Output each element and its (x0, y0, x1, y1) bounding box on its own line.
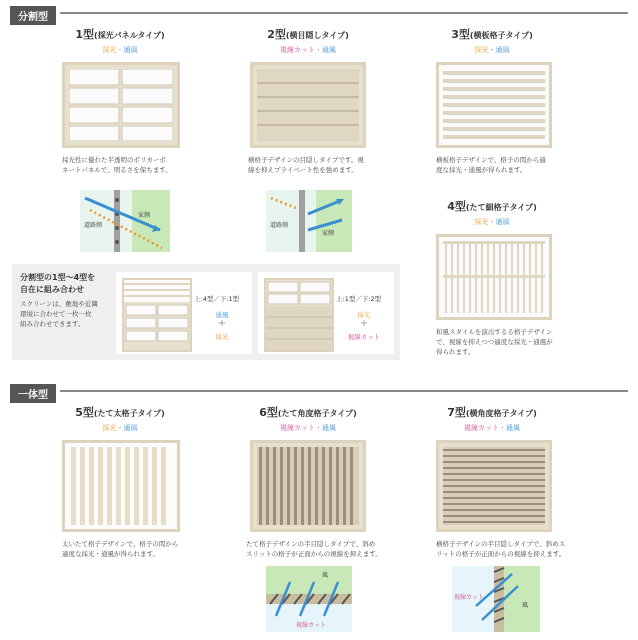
feature-wind: 通風 (123, 46, 138, 54)
type-number: 2型 (267, 28, 286, 41)
section-divider (60, 390, 628, 392)
combination-box (12, 264, 400, 360)
vertical-thick-lattice-graphic (69, 447, 173, 525)
combo-b-panel-image (264, 278, 334, 352)
combo-a-ratio: 上:4型／下:1型 (194, 295, 240, 303)
polycarbonate-panel-graphic (69, 69, 173, 141)
combo-b-ratio: 上:1型／下:2型 (336, 295, 382, 303)
house-side-label: 家側 (138, 212, 151, 219)
separator: ・ (116, 46, 124, 54)
type-name: (たて細格子タイプ) (465, 203, 537, 212)
feature-light: 採光 (102, 46, 117, 54)
type-number: 4型 (447, 200, 466, 213)
type-4-description: 和風スタイルを演出するる格子デザイン で、視線を抑えつつ適度な採光・通風が 得られます。 (436, 328, 553, 356)
type-3-description: 横板格子デザインで、格子の間から適 度な採光・通風が得られます。 (436, 156, 546, 174)
type-1-airflow-diagram (80, 190, 170, 252)
type-3-header (402, 26, 582, 55)
type-name: (たて太格子タイプ) (93, 409, 165, 418)
vertical-fine-lattice-graphic (443, 241, 545, 313)
wind-label: 風 (522, 602, 529, 609)
type-name: (横目隠しタイプ) (285, 31, 349, 40)
separator: ・ (488, 218, 496, 226)
combination-description: スクリーンは、敷地や近隣 環境に合わせて一枚一枚 組み合わせできます。 (20, 300, 98, 328)
type-number: 1型 (75, 28, 95, 41)
type-1-description: 採光性に優れた半透明のポリカーボ ネートパネルで、明るさを保ちます。 (62, 156, 172, 174)
horizontal-blind-graphic (257, 69, 359, 141)
section-tag-split: 分割型 (10, 6, 56, 25)
type-6-panel-image (250, 440, 366, 532)
combination-example-a (116, 272, 252, 354)
horizontal-angled-lattice-graphic (443, 447, 545, 525)
type-6-header (218, 404, 398, 433)
type-5-header (30, 404, 210, 433)
type-2-airflow-diagram (266, 190, 352, 252)
combination-title: 分割型の1型〜4型を 自在に組み合わせ (20, 273, 96, 294)
combination-example-b (258, 272, 394, 354)
section-tag-single: 一体型 (10, 384, 56, 403)
view-cut-label: 視線カット (296, 622, 326, 629)
feature-wind: 通風 (321, 424, 336, 432)
type-7-header (402, 404, 582, 433)
combo-b-feature-view-cut: 視線カット (347, 333, 381, 341)
feature-wind: 通風 (505, 424, 520, 432)
type-3-panel-image (436, 62, 552, 148)
plus-icon: + (359, 318, 369, 329)
vertical-angled-lattice-graphic (257, 447, 359, 525)
separator: ・ (498, 424, 506, 432)
type-number: 6型 (259, 406, 278, 419)
plus-icon: + (217, 318, 227, 329)
type-7-panel-image (436, 440, 552, 532)
type-name: (横板格子タイプ) (469, 31, 533, 40)
type-2-panel-image (250, 62, 366, 148)
feature-view-cut: 視線カット (280, 424, 315, 432)
house-side-label: 家側 (322, 230, 335, 237)
combo-a-feature-wind: 通風 (215, 311, 229, 319)
road-side-label: 道路側 (270, 222, 289, 229)
type-5-panel-image (62, 440, 180, 532)
feature-wind: 通風 (321, 46, 336, 54)
separator: ・ (314, 46, 322, 54)
feature-light: 採光 (102, 424, 117, 432)
horizontal-slat-graphic (443, 69, 545, 141)
road-side-label: 道路側 (84, 222, 103, 229)
view-cut-label: 視線カット (454, 594, 484, 601)
type-6-airflow-diagram (266, 566, 352, 632)
feature-view-cut: 視線カット (464, 424, 499, 432)
type-number: 7型 (447, 406, 466, 419)
combo-a-panel-image (122, 278, 192, 352)
type-6-description: たて格子デザインの半目隠しタイプで、斜め スリットの格子が正面からの視線を抑えます。 (246, 540, 382, 558)
type-number: 5型 (75, 406, 94, 419)
feature-wind: 通風 (495, 218, 510, 226)
separator: ・ (488, 46, 496, 54)
feature-view-cut: 視線カット (280, 46, 315, 54)
type-7-description: 横格子デザインの半目隠しタイプで、斜めス リットの格子が正面からの視線を抑えます。 (436, 540, 566, 558)
type-1-header (30, 26, 210, 55)
type-7-airflow-diagram (452, 566, 540, 632)
type-number: 3型 (451, 28, 470, 41)
type-5-description: 太いたて格子デザインで、格子の間から 適度な採光・通風が得られます。 (62, 540, 179, 558)
wind-label: 風 (322, 572, 329, 579)
combo-b-feature-light: 採光 (357, 311, 371, 319)
separator: ・ (314, 424, 322, 432)
type-4-header (402, 198, 582, 227)
type-2-header (218, 26, 398, 55)
type-1-panel-image (62, 62, 180, 148)
feature-light: 採光 (474, 218, 489, 226)
separator: ・ (116, 424, 124, 432)
type-name: (採光パネルタイプ) (94, 31, 165, 40)
type-2-description: 横格子デザインの目隠しタイプです。視 線を抑えプライベート性を強めます。 (248, 156, 364, 174)
type-4-panel-image (436, 234, 552, 320)
feature-wind: 通風 (495, 46, 510, 54)
feature-wind: 通風 (123, 424, 138, 432)
combo-a-feature-light: 採光 (215, 333, 229, 341)
type-name: (たて角度格子タイプ) (277, 409, 357, 418)
feature-light: 採光 (474, 46, 489, 54)
type-name: (横角度格子タイプ) (465, 409, 537, 418)
section-divider (60, 12, 628, 14)
